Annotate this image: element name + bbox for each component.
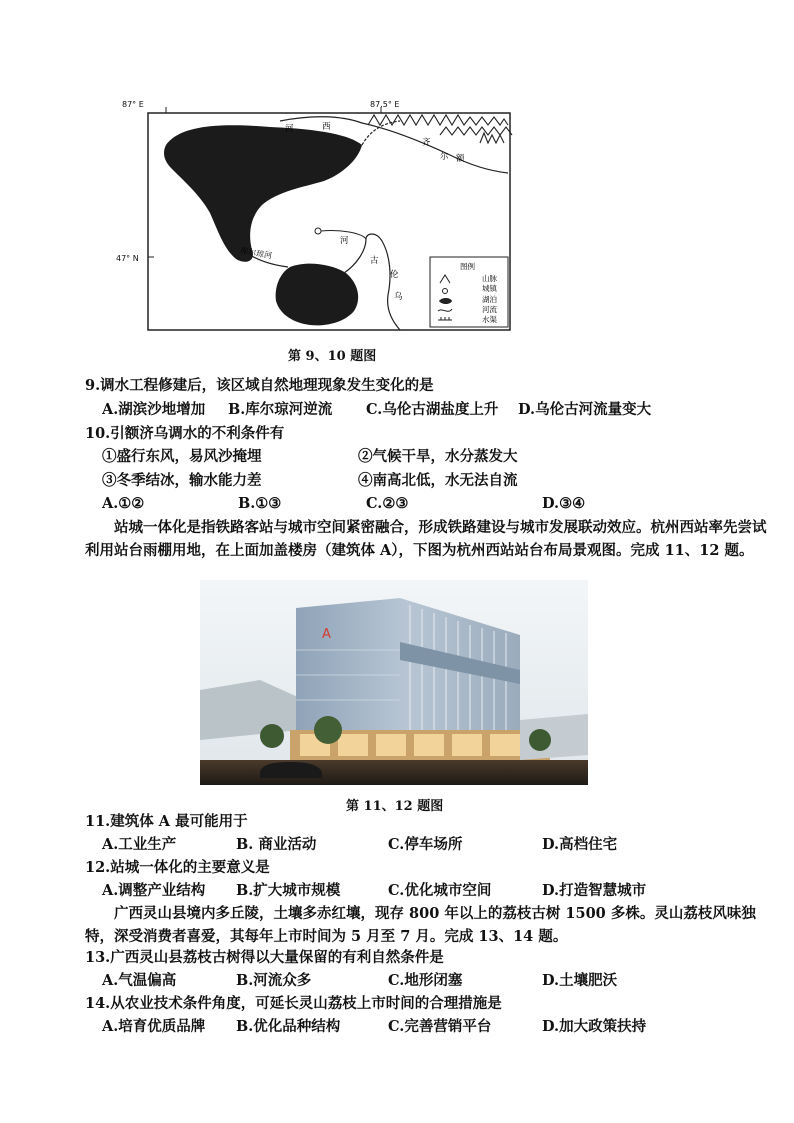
label-xi: 西 — [322, 122, 331, 132]
lake-jili — [276, 264, 359, 326]
lat-47-label: 47° N — [116, 254, 139, 263]
q14-option-b[interactable]: B.优化品种结构 — [236, 1018, 341, 1035]
passage-lingshan-lychee: 广西灵山县境内多丘陵，土壤多赤红壤，现存 800 年以上的荔枝古树 1500 多株。灵山荔枝风味独特，深受消费者喜爱，其每年上市时间为 5 月至 7 月。完成 13、14 题。 — [85, 905, 756, 945]
fig2-caption: 第 11、12 题图 — [346, 799, 444, 814]
q13-option-a[interactable]: A.气温偏高 — [102, 972, 177, 989]
q10-statement-1: ①盛行东风，易风沙掩埋 — [102, 448, 262, 465]
label-he: 河 — [285, 124, 294, 134]
label-lun: 伦 — [390, 270, 399, 280]
q10-statement-4: ④南高北低，水无法自流 — [358, 472, 518, 489]
q10-option-c[interactable]: C.②③ — [366, 495, 409, 512]
q9-option-a[interactable]: A.湖滨沙地增加 — [102, 401, 206, 418]
label-qi: 齐 — [422, 138, 431, 148]
q10-option-b[interactable]: B.①③ — [238, 495, 282, 512]
station-photo — [200, 580, 588, 785]
q10-statement-2: ②气候干旱，水分蒸发大 — [358, 448, 518, 465]
q13-option-b[interactable]: B.河流众多 — [236, 972, 312, 989]
q12-option-b[interactable]: B.扩大城市规模 — [236, 882, 341, 899]
q14-option-d[interactable]: D.加大政策扶持 — [542, 1018, 647, 1035]
q10-option-d[interactable]: D.③④ — [542, 495, 586, 512]
fig1-caption: 第 9、10 题图 — [288, 349, 377, 364]
q9-option-d[interactable]: D.乌伦古河流量变大 — [518, 401, 652, 418]
legend-title: 图例 — [460, 262, 475, 271]
q12-option-a[interactable]: A.调整产业结构 — [102, 882, 206, 899]
legend-item: 山脉 — [482, 274, 497, 283]
q14-option-c[interactable]: C.完善营销平台 — [388, 1018, 492, 1035]
q11-option-a[interactable]: A.工业生产 — [102, 836, 177, 853]
legend-item: 水渠 — [482, 315, 497, 324]
q14-option-a[interactable]: A.培育优质品牌 — [102, 1018, 206, 1035]
q11-stem: 11.建筑体 A 最可能用于 — [85, 813, 248, 830]
legend-item: 城镇 — [482, 284, 497, 293]
q11-option-d[interactable]: D.高档住宅 — [542, 836, 618, 853]
label-gu: 古 — [370, 256, 379, 266]
q12-stem: 12.站城一体化的主要意义是 — [85, 859, 270, 876]
label-er: 尔 — [440, 152, 449, 162]
q10-option-a[interactable]: A.①② — [102, 495, 145, 512]
q14-stem: 14.从农业技术条件角度，可延长灵山荔枝上市时间的合理措施是 — [85, 995, 502, 1012]
legend-item: 河流 — [482, 305, 497, 314]
label-he2: 河 — [340, 236, 349, 246]
passage-hangzhou-west: 站城一体化是指铁路客站与城市空间紧密融合，形成铁路建设与城市发展联动效应。杭州西站率先尝试利用站台雨棚用地，在上面加盖楼房（建筑体 A），下图为杭州西站站台布局景观图。完成 11、12 题。 — [85, 519, 767, 559]
label-wu: 乌 — [394, 292, 403, 302]
town-icon — [315, 228, 321, 234]
q9-option-c[interactable]: C.乌伦古湖盐度上升 — [366, 401, 499, 418]
town-legend-icon — [443, 289, 448, 294]
q10-statement-3: ③冬季结冰，输水能力差 — [102, 472, 262, 489]
map-figure — [100, 95, 520, 335]
q11-option-c[interactable]: C.停车场所 — [388, 836, 463, 853]
q9-option-b[interactable]: B.库尔琼河逆流 — [228, 401, 333, 418]
q13-option-d[interactable]: D.土壤肥沃 — [542, 972, 618, 989]
q13-option-c[interactable]: C.地形闭塞 — [388, 972, 463, 989]
legend-item: 湖泊 — [482, 295, 497, 304]
q13-stem: 13.广西灵山县荔枝古树得以大量保留的有利自然条件是 — [85, 949, 444, 966]
label-e: 额 — [456, 154, 465, 164]
q12-option-d[interactable]: D.打造智慧城市 — [542, 882, 647, 899]
lon-875-label: 87.5° E — [370, 100, 400, 109]
q11-option-b[interactable]: B. 商业活动 — [236, 836, 317, 853]
q10-stem: 10.引额济乌调水的不利条件有 — [85, 425, 285, 442]
lon-87-label: 87° E — [122, 100, 144, 109]
q12-option-c[interactable]: C.优化城市空间 — [388, 882, 492, 899]
building-a-label: A — [322, 627, 331, 642]
q9-stem: 9.调水工程修建后，该区域自然地理现象发生变化的是 — [85, 377, 434, 394]
map-legend — [430, 257, 508, 327]
label-kuerqiong: 库尔琼河 — [239, 246, 273, 261]
